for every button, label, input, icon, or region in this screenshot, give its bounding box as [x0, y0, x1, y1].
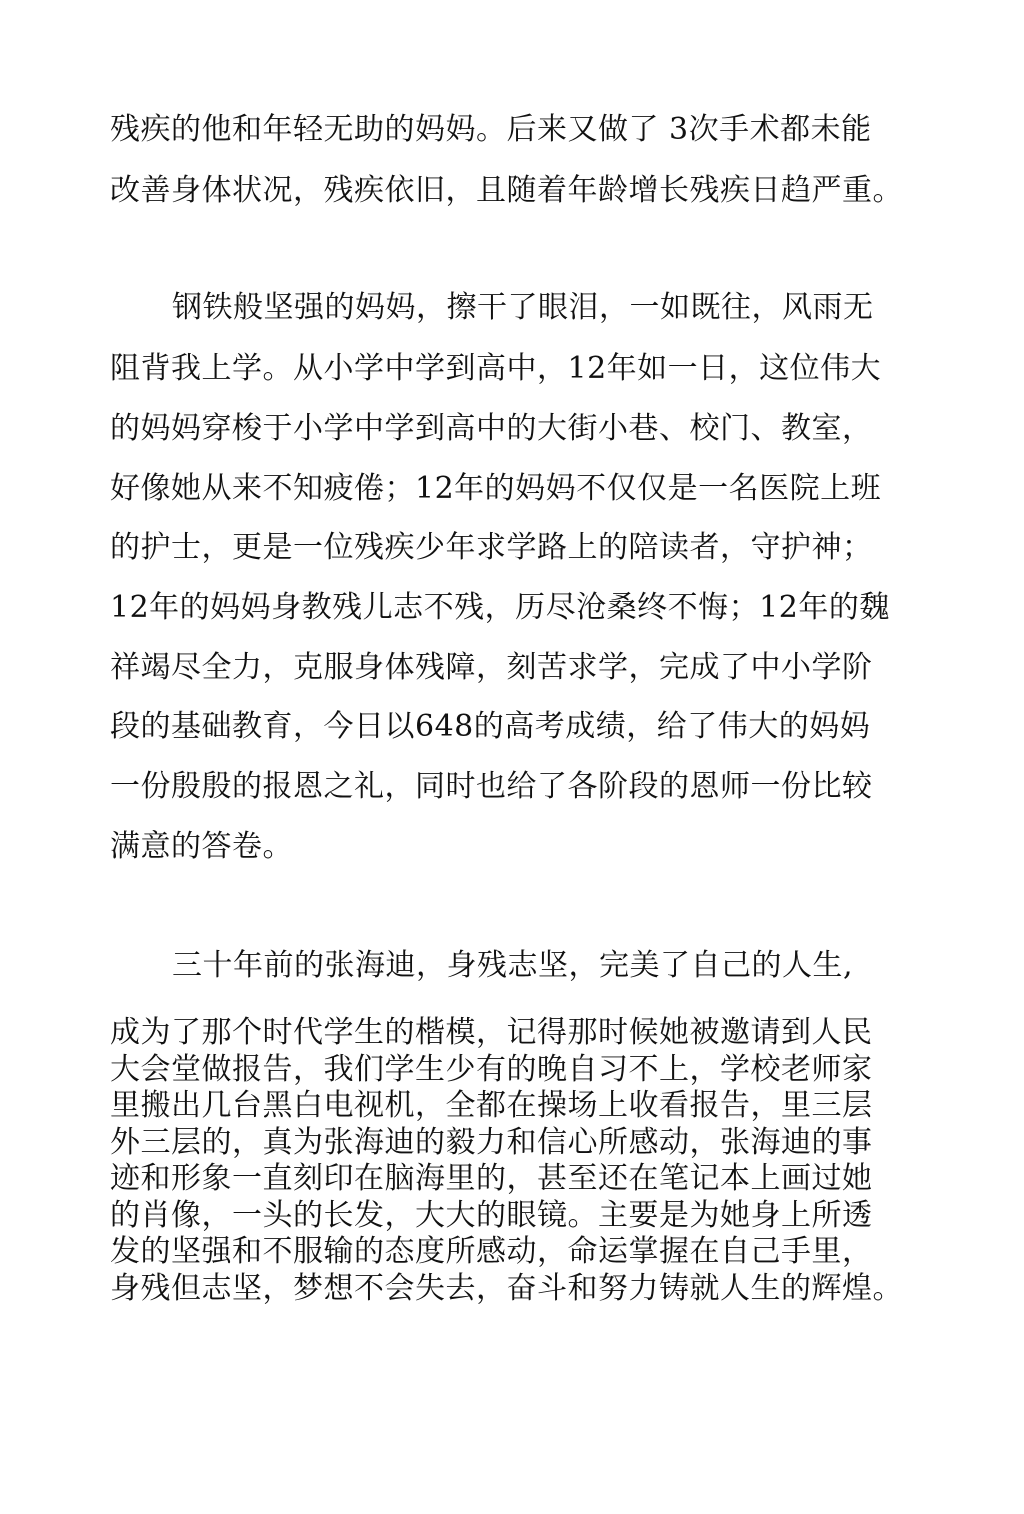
paragraph-1-line-2: 改善身体状况，残疾依旧，且随着年龄增长残疾日趋严重。: [110, 173, 903, 208]
paragraph-3-line-8: 发的坚强和不服输的态度所感动，命运掌握在自己手里，: [110, 1234, 873, 1269]
paragraph-1-line-1: 残疾的他和年轻无助的妈妈。后来又做了 3次手术都未能: [110, 112, 872, 147]
paragraph-3-line-5: 外三层的，真为张海迪的毅力和信心所感动，张海迪的事: [110, 1125, 873, 1160]
paragraph-2-line-9: 一份殷殷的报恩之礼，同时也给了各阶段的恩师一份比较: [110, 769, 873, 804]
paragraph-3-line-6: 迹和形象一直刻印在脑海里的，甚至还在笔记本上画过她: [110, 1161, 873, 1196]
paragraph-3-line-2: 成为了那个时代学生的楷模，记得那时候她被邀请到人民: [110, 1015, 873, 1050]
paragraph-3-line-4: 里搬出几台黑白电视机，全都在操场上收看报告，里三层: [110, 1088, 873, 1123]
paragraph-2-line-5: 的护士，更是一位残疾少年求学路上的陪读者，守护神；: [110, 530, 873, 565]
paragraph-2-line-3: 的妈妈穿梭于小学中学到高中的大街小巷、校门、教室，: [110, 411, 873, 446]
paragraph-3-line-1: 三十年前的张海迪，身残志坚，完美了自己的人生,: [172, 948, 854, 983]
paragraph-2-line-8: 段的基础教育，今日以648的高考成绩，给了伟大的妈妈: [110, 709, 871, 744]
paragraph-2-line-10: 满意的答卷。: [110, 829, 293, 864]
paragraph-2-line-6: 12年的妈妈身教残儿志不残，历尽沧桑终不悔；12年的魏: [110, 590, 890, 625]
paragraph-3-line-9: 身残但志坚，梦想不会失去，奋斗和努力铸就人生的辉煌。: [110, 1271, 903, 1306]
paragraph-2-line-1: 钢铁般坚强的妈妈，擦干了眼泪，一如既往，风雨无: [172, 290, 874, 325]
paragraph-2-line-2: 阻背我上学。从小学中学到高中，12年如一日，这位伟大: [110, 351, 882, 386]
paragraph-3-line-3: 大会堂做报告，我们学生少有的晚自习不上，学校老师家: [110, 1052, 873, 1087]
paragraph-3-line-7: 的肖像，一头的长发，大大的眼镜。主要是为她身上所透: [110, 1198, 873, 1233]
paragraph-2-line-4: 好像她从来不知疲倦；12年的妈妈不仅仅是一名医院上班: [110, 471, 882, 506]
paragraph-2-line-7: 祥竭尽全力，克服身体残障，刻苦求学，完成了中小学阶: [110, 650, 873, 685]
